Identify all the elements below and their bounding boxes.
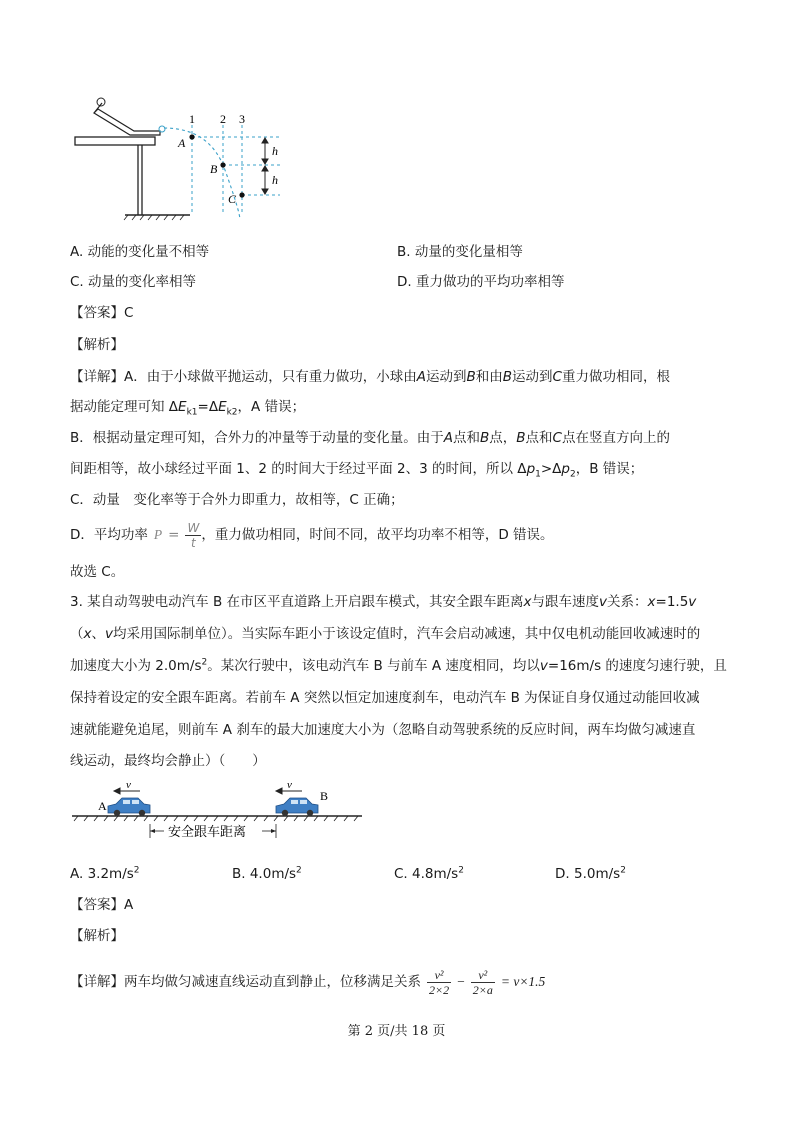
text: 、 [91,626,105,642]
formula-fraction [185,521,201,550]
page-footer: 第 2 页/共 18 页 [347,1024,446,1039]
minus-sign: − [457,974,465,989]
text: 加速度大小为 2.0m/s [70,658,202,674]
car-label-a: A [98,799,107,813]
q3-answer [70,895,133,915]
denominator: t [191,535,196,550]
answer-tag: 【答案】 [70,897,124,913]
text: 两车均做匀减速直线运动直到静止，位移满足关系 [124,974,421,990]
q2-analysis-tag: 【解析】 [70,337,124,353]
sup: 2 [458,865,464,876]
var: B [466,369,476,385]
text: 。某次行驶中，该电动汽车 B 与前车 A 速度相同，均以 [207,658,540,674]
text: >Δ [540,461,562,477]
answer-value: A [124,897,134,913]
point-label-a: A [178,136,186,150]
text: B．根据动量定理可知，合外力的冲量等于动量的变化量。由于 [70,430,444,446]
text: 运动到 [512,369,553,385]
q3-line6: 线运动，最终均会静止）（ ） [70,753,266,769]
text: 均采用国际制单位）。当实际车距小于该设定值时，汽车会启动减速，其中仅电机动能回收减速时的 [113,626,701,642]
sub: k1 [186,407,198,418]
var: C [552,369,562,385]
text: ，A 错误； [237,399,306,415]
text: 点和 [453,430,481,446]
q3-option-b [232,864,302,884]
var: v [105,626,113,642]
q3-line3 [70,656,727,676]
q3-option-c [394,864,464,884]
var: p [526,461,536,477]
height-label-1: h [272,144,278,158]
text: 重力做功相同，根 [561,369,670,385]
text: 运动到 [426,369,467,385]
q2-detail-b-line1 [70,428,670,448]
text: 与跟车速度 [531,594,600,610]
var: A [416,369,426,385]
q3-option-a [70,864,140,884]
text: ，B 错误； [575,461,644,477]
var: v [539,658,548,674]
text: 据动能定理可知 Δ [70,399,179,415]
distance-label: 安全跟车距离 [168,824,247,839]
text: C. 4.8m/s [394,866,459,882]
sub: k2 [226,407,238,418]
text: 3. 某自动驾驶电动汽车 B 在市区平直道路上开启跟车模式，其安全跟车距离 [70,594,524,610]
q2-option-d: D. 重力做功的平均功率相等 [397,274,565,290]
answer-tag: 【答案】 [70,305,124,321]
text: =16m/s 的速度匀速行驶，且 [547,658,727,674]
var: A [443,430,454,446]
q2-option-b: B. 动量的变化量相等 [397,244,523,260]
detail-tag: 【详解】 [70,369,124,385]
plane-label-1: 1 [189,112,195,126]
velocity-label-b: v [287,779,292,791]
q3-line4: 保持着设定的安全跟车距离。若前车 A 突然以恒定加速度刹车，电动汽车 B 为保证自身仅通过动能回收减 [70,690,700,706]
sup: 2 [201,657,208,668]
text: =1.5 [655,594,689,610]
q3-option-d [555,864,626,884]
text: A．由于小球做平抛运动，只有重力做功，小球由 [124,369,417,385]
cars-figure [70,778,370,853]
formula-p: P [153,527,163,542]
text: 间距相等，故小球经过平面 1、2 的时间大于经过平面 2、3 的时间，所以 Δ [70,461,527,477]
projectile-figure [70,95,300,225]
formula-fraction-1 [427,968,451,997]
var: E [178,399,187,415]
var: x [83,626,92,642]
height-label-2: h [272,173,278,187]
q2-detail-a-line1 [70,367,670,387]
q2-answer [70,303,133,323]
var: B [480,430,490,446]
text: ，重力做功相同，时间不同，故平均功率不相等，D 错误。 [201,527,554,543]
plane-label-3: 3 [239,112,245,126]
denominator: 2×2 [429,982,450,997]
text: B. 4.0m/s [232,866,297,882]
car-label-b: B [320,789,329,803]
q3-line5: 速就能避免追尾，则前车 A 刹车的最大加速度大小为（忽略自动驾驶系统的反应时间，两车均做匀减速直 [70,722,696,738]
q2-option-a: A. 动能的变化量不相等 [70,244,210,260]
text: 点， [489,430,517,446]
numerator: v² [427,968,451,983]
text: 点在竖直方向上的 [561,430,670,446]
var: p [561,461,570,477]
plane-label-2: 2 [220,112,226,126]
formula-eq: = [168,527,180,543]
text: 关系： [607,594,648,610]
sup: 2 [296,865,302,876]
velocity-label-a: v [126,779,131,791]
point-label-b: B [210,162,218,176]
sub: 1 [535,469,541,480]
var: x [523,594,532,610]
text: A. 3.2m/s [70,866,134,882]
q3-analysis-tag: 【解析】 [70,928,124,944]
sup: 2 [133,865,140,876]
q2-detail-a-line2 [70,397,305,417]
var: v [599,594,608,610]
q2-conclusion: 故选 C。 [70,564,125,580]
formula-fraction-2 [471,968,495,997]
sub: 2 [570,469,576,480]
var: x [647,594,656,610]
text: D．平均功率 [70,527,148,543]
answer-value: C [124,305,134,321]
car-b-icon [276,798,318,816]
text: 点和 [525,430,553,446]
var: B [502,369,513,385]
formula-rhs: = v×1.5 [500,974,546,989]
q2-option-c: C. 动量的变化率相等 [70,274,197,290]
point-label-c: C [228,192,237,206]
denominator: 2×a [472,982,493,997]
sup: 2 [620,865,626,876]
var: B [516,430,526,446]
q2-detail-d [70,521,554,549]
q3-detail [70,964,545,1000]
var: E [218,399,227,415]
car-a-icon [108,798,150,816]
numerator: W [187,520,200,535]
text: （ [70,626,84,642]
var: v [688,594,697,610]
q2-detail-b-line2 [70,459,643,479]
text: =Δ [197,399,219,415]
text: 和由 [475,369,503,385]
q2-detail-c: C．动量 变化率等于合外力即重力，故相等，C 正确； [70,492,404,508]
text: D. 5.0m/s [555,866,621,882]
var: C [552,430,562,446]
numerator: v² [471,968,495,983]
q3-line1 [70,592,696,612]
detail-tag: 【详解】 [70,974,124,990]
q3-line2 [70,624,700,644]
